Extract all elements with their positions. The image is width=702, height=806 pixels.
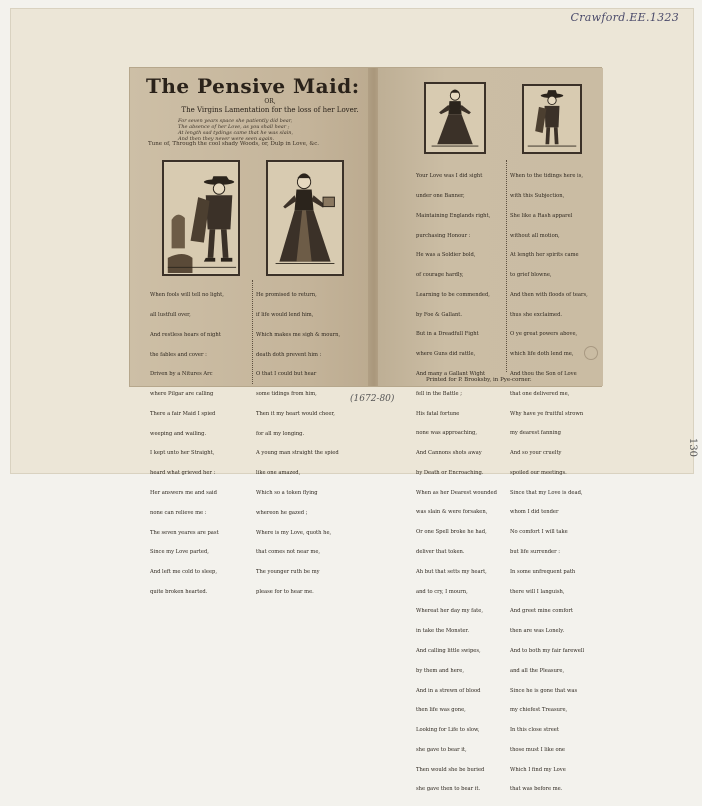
verse-line: weeping and wailing. xyxy=(150,430,207,437)
verse-line: O that I could but hear xyxy=(256,371,317,378)
verse-line: Where is my Love, quoth he, xyxy=(256,529,332,536)
verse-line: Her answers me and said xyxy=(150,490,217,496)
verse-line: that was before me. xyxy=(510,786,563,793)
verse-line: under one Banner, xyxy=(416,192,465,199)
verse-line: in take the Monster. xyxy=(416,628,469,635)
verse-line: whom I did tender xyxy=(510,509,559,516)
verse-line: was slain & were forsaken, xyxy=(416,509,488,516)
verse-line: When to the tidings here is, xyxy=(510,173,584,180)
verse-line: where Guns did rattle, xyxy=(416,351,476,358)
left-column-a xyxy=(150,279,224,609)
verse-line: spoiled our meetings. xyxy=(510,469,567,476)
verse-line: like one amazed, xyxy=(256,470,301,477)
verse-line: where Pilgar are calling xyxy=(150,391,214,398)
lady-figure-icon xyxy=(268,162,342,274)
verse-line: some tidings from him, xyxy=(256,391,317,398)
ballad-title: The Pensive Maid: xyxy=(146,74,360,98)
verse-line: A young man straight the spied xyxy=(256,450,339,457)
woodcut-gentleman-icon xyxy=(522,84,582,154)
verse-line: and all the Pleasure, xyxy=(510,667,565,674)
verse-line: death doth prevent him : xyxy=(256,351,322,358)
verse-line: She like a Rash apparel xyxy=(510,212,573,219)
verse-line: Since my Love parted, xyxy=(150,549,209,556)
verse-line: deliver that token. xyxy=(416,549,465,556)
verse-line: with this Subjection, xyxy=(510,192,565,199)
verse-line: which life doth lend me, xyxy=(510,351,574,358)
verse-line: Looking for Life to slow, xyxy=(416,727,480,734)
verse-line: heard what grieved her : xyxy=(150,470,216,477)
verse-line: she gave to bear it, xyxy=(416,746,467,753)
verse-line: thus she exclaimed. xyxy=(510,311,563,318)
verse-line: that one delivered me, xyxy=(510,390,570,397)
verse-line: Then it my heart would cheer, xyxy=(256,410,335,417)
verse-line: And Cannons shots away xyxy=(416,450,482,457)
verse-line: Or one Spell broke he had, xyxy=(416,529,487,536)
argument-verses xyxy=(178,118,358,142)
verse-line: Why have ye fruitful strown xyxy=(510,410,584,417)
gentleman-figure-icon xyxy=(164,162,238,274)
verse-line: by them and here, xyxy=(416,667,464,674)
argument-line: And then they never were seen again. xyxy=(178,136,275,142)
right-panel xyxy=(378,68,603,793)
lady-figure-icon xyxy=(426,84,484,152)
verse-line: to grief blowne, xyxy=(510,272,552,279)
verse-line: There a fair Maid I spied xyxy=(150,410,216,417)
verse-line: And left me cold to sleep, xyxy=(150,569,218,576)
verse-line: all lustfull over, xyxy=(150,311,191,318)
verse-line: The seven yeares are past xyxy=(150,529,219,536)
verse-line: But in a Dreadfull Fight xyxy=(416,331,479,338)
left-panel xyxy=(130,68,370,595)
verse-line: purchasing Honour : xyxy=(416,232,471,239)
verse-line: He promised to return, xyxy=(256,292,317,299)
verse-line: quite broken hearted. xyxy=(150,588,208,595)
verse-line: my dearest fanning xyxy=(510,430,561,437)
printer-imprint: Printed for P. Brooksby, in Pye-corner. xyxy=(426,377,532,383)
date-annotation: (1672-80) xyxy=(350,394,395,404)
subtitle-text: The Virgins Lamentation for the loss of her Lover. xyxy=(181,106,359,114)
verse-line: then are was Lonely. xyxy=(510,628,565,635)
verse-line: Driven by a Nitures Arc xyxy=(150,371,213,378)
verse-line: for all my longing. xyxy=(256,430,305,437)
verse-line: And restless hears of night xyxy=(150,331,221,338)
verse-line: No comfort I will take xyxy=(510,529,568,536)
shelf-mark: Crawford.EE.1323 xyxy=(570,11,679,24)
verse-line: that comes not near me, xyxy=(256,549,321,556)
woodcut-gentleman-icon xyxy=(162,160,240,276)
verse-line: without all motion, xyxy=(510,232,560,239)
tune-line: Tune of, Through the cool shady Woods, or, Dulp in Love, &c. xyxy=(148,141,320,147)
verse-line: Ah but that setts my heart, xyxy=(416,568,487,575)
verse-line: And calling little swipes, xyxy=(416,647,481,654)
verse-line: He was a Soldier bold, xyxy=(416,252,476,259)
verse-line: she gave then to bear it. xyxy=(416,786,481,793)
verse-line: In this close street xyxy=(510,727,559,734)
verse-line: When as her Dearest wounded xyxy=(416,489,497,496)
verse-line: by Foe & Gallant. xyxy=(416,311,463,318)
verse-line: Which so a token flying xyxy=(256,490,318,496)
verse-line: Then would she be buried xyxy=(416,766,485,773)
verse-line: none was approaching, xyxy=(416,430,478,437)
verse-line: Since he is gone that was xyxy=(510,687,578,694)
verse-line: the fables and cover : xyxy=(150,351,207,358)
library-stamp-icon xyxy=(584,346,598,360)
verse-line: And so your cruelty xyxy=(510,450,562,457)
argument-line: At length sad tydings came that he was slain, xyxy=(178,130,294,136)
verse-line: Since that my Love is dead, xyxy=(510,489,583,496)
verse-line: I kept unto her Straight, xyxy=(150,450,215,457)
right-column-a xyxy=(416,160,497,806)
verse-line: Your Love was I did sight xyxy=(416,173,483,180)
argument-line: The absence of her Love, as you shall hear ; xyxy=(178,124,290,130)
verse-line: but life surrender : xyxy=(510,549,560,556)
column-divider xyxy=(252,280,253,384)
verse-line: please for to hear me. xyxy=(256,588,314,595)
right-column-b xyxy=(510,160,588,806)
verse-line: of courage hardly, xyxy=(416,272,464,279)
page-number: 130 xyxy=(687,437,698,457)
verse-line: and to cry, I mourn, xyxy=(416,588,468,595)
verse-line: And many a Gallant Wight xyxy=(416,371,486,377)
verse-line: And then with floods of tears, xyxy=(510,291,588,298)
verse-line: if life would lend him, xyxy=(256,311,314,318)
gentleman-figure-icon xyxy=(524,86,580,152)
verse-line: And thou the Son of Love xyxy=(510,371,577,377)
verse-line: by Death or Encroaching. xyxy=(416,469,484,476)
verse-line: my chiefest Treasure, xyxy=(510,707,568,714)
verse-line: O ye great powers above, xyxy=(510,331,578,338)
verse-line: Learning to be commended, xyxy=(416,291,490,298)
verse-line: At length her spirits came xyxy=(510,252,579,259)
ballad-subtitle xyxy=(180,98,360,114)
verse-line: And in a strewn of blood xyxy=(416,687,481,694)
verse-line: fell in the Battle ; xyxy=(416,390,462,397)
verse-line: Whereat her day my fate, xyxy=(416,608,483,615)
left-column-b xyxy=(256,279,340,609)
verse-line: then life was gone, xyxy=(416,707,466,714)
verse-line: When fools will tell no light, xyxy=(150,292,224,299)
argument-line: For seven years space she patiently did bear, xyxy=(178,118,293,124)
verse-line: Which makes me sigh & mourn, xyxy=(256,331,341,338)
column-divider xyxy=(506,160,507,372)
verse-line: those must I like one xyxy=(510,746,565,753)
woodcut-lady-icon xyxy=(266,160,344,276)
verse-line: And greet mine comfort xyxy=(510,608,573,615)
subtitle-or: OR, xyxy=(264,98,276,105)
verse-line: His fatal fortune xyxy=(416,410,460,417)
verse-line: Which I find my Love xyxy=(510,766,566,773)
verse-line: none can relieve me : xyxy=(150,509,207,516)
woodcut-lady-icon xyxy=(424,82,486,154)
verse-line: In some unfrequent path xyxy=(510,568,576,575)
verse-line: whereon he gazed ; xyxy=(256,509,308,516)
verse-line: The younger ruth be my xyxy=(256,569,320,576)
verse-line: Maintaining Englands right, xyxy=(416,212,491,219)
verse-line: And to both my fair farewell xyxy=(510,647,585,654)
verse-line: there will I languish, xyxy=(510,588,565,595)
